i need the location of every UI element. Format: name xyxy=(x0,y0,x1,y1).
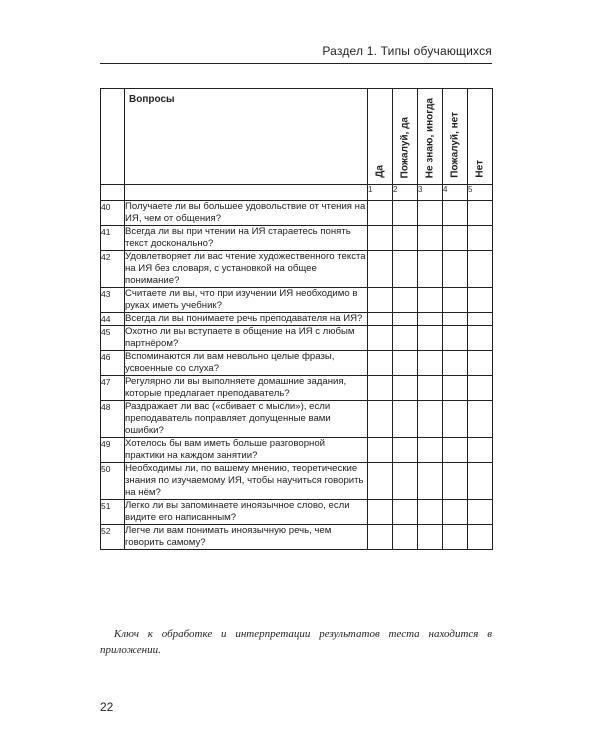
answer-cell[interactable] xyxy=(368,288,393,313)
answer-cell[interactable] xyxy=(418,438,443,463)
question-text: Легче ли вам понимать иноязычную речь, чем говорить самому? xyxy=(125,525,368,550)
page-number: 22 xyxy=(100,700,114,714)
question-number: 41 xyxy=(101,226,125,251)
answer-cell[interactable] xyxy=(393,438,418,463)
question-number: 40 xyxy=(101,201,125,226)
question-number: 50 xyxy=(101,463,125,500)
answer-cell[interactable] xyxy=(468,326,493,351)
answer-cell[interactable] xyxy=(368,326,393,351)
answer-cell[interactable] xyxy=(443,500,468,525)
answer-cell[interactable] xyxy=(418,326,443,351)
answer-cell[interactable] xyxy=(443,401,468,438)
answer-cell[interactable] xyxy=(393,351,418,376)
table-row xyxy=(101,376,493,401)
table-row xyxy=(101,500,493,525)
question-text: Удовлетворяет ли вас чтение художественного текста на ИЯ без словаря, с установкой на общее понимание? xyxy=(125,251,366,286)
answer-cell[interactable] xyxy=(443,326,468,351)
table-row xyxy=(101,525,493,550)
answer-cell[interactable] xyxy=(368,463,393,500)
answer-cell[interactable] xyxy=(393,326,418,351)
answer-cell[interactable] xyxy=(468,463,493,500)
answer-cell[interactable] xyxy=(368,525,393,550)
answer-cell[interactable] xyxy=(418,401,443,438)
answer-cell[interactable] xyxy=(468,525,493,550)
table-header-row xyxy=(101,89,493,185)
answer-cell[interactable] xyxy=(443,201,468,226)
table-row xyxy=(101,201,493,226)
answer-column-label: Пожалуй, нет xyxy=(449,112,461,178)
answer-column-label: Не знаю, иногда xyxy=(424,97,436,178)
answer-column-header xyxy=(468,89,493,185)
answer-column-header xyxy=(418,89,443,185)
answer-column-header xyxy=(368,89,393,185)
footnote: Ключ к обработке и интерпретации результатов теста находится в приложении. xyxy=(100,628,492,656)
answer-cell[interactable] xyxy=(468,351,493,376)
question-number: 43 xyxy=(101,288,125,313)
question-text: Получаете ли вы большее удовольствие от чтения на ИЯ, чем от общения? xyxy=(125,201,368,226)
answer-cell[interactable] xyxy=(368,500,393,525)
answer-cell[interactable] xyxy=(443,251,468,288)
answer-cell[interactable] xyxy=(468,313,493,326)
questions-column-header: Вопросы xyxy=(125,89,368,185)
column-number-row xyxy=(101,185,493,201)
answer-cell[interactable] xyxy=(443,376,468,401)
answer-cell[interactable] xyxy=(393,500,418,525)
answer-column-header xyxy=(443,89,468,185)
question-text: Легко ли вы запоминаете иноязычное слово, если видите его написанным? xyxy=(125,500,368,525)
table-row xyxy=(101,226,493,251)
answer-cell[interactable] xyxy=(368,401,393,438)
answer-cell[interactable] xyxy=(393,376,418,401)
question-text: Раздражает ли вас («сбивает с мысли»), если преподаватель поправляет допущенные вами ошибки? xyxy=(125,401,368,438)
question-text: Хотелось бы вам иметь больше разговорной практики на каждом занятии? xyxy=(125,438,368,463)
answer-cell[interactable] xyxy=(468,226,493,251)
answer-cell[interactable] xyxy=(393,463,418,500)
column-number: 2 xyxy=(393,185,418,201)
question-number: 52 xyxy=(101,525,125,550)
answer-column-label: Пожалуй, да xyxy=(399,116,411,178)
answer-cell[interactable] xyxy=(393,401,418,438)
question-text: Всегда ли вы при чтении на ИЯ стараетесь понять текст досконально? xyxy=(125,226,368,251)
answer-cell[interactable] xyxy=(418,201,443,226)
answer-cell[interactable] xyxy=(443,351,468,376)
answer-cell[interactable] xyxy=(418,251,443,288)
answer-cell[interactable] xyxy=(368,376,393,401)
question-text: Необходимы ли, по вашему мнению, теоретические знания по изучаемому ИЯ, чтобы научиться говорить на нём? xyxy=(125,463,368,500)
page-header: Раздел 1. Типы обучающихся xyxy=(322,44,492,58)
empty-cell xyxy=(101,185,125,201)
answer-cell[interactable] xyxy=(443,463,468,500)
answer-cell[interactable] xyxy=(393,251,418,288)
question-text: Регулярно ли вы выполняете домашние задания, которые предлагает преподаватель? xyxy=(125,376,368,401)
question-number: 46 xyxy=(101,351,125,376)
table-row xyxy=(101,251,493,288)
answer-cell[interactable] xyxy=(443,288,468,313)
column-number: 4 xyxy=(443,185,468,201)
answer-cell[interactable] xyxy=(468,201,493,226)
table-row xyxy=(101,326,493,351)
answer-cell[interactable] xyxy=(368,251,393,288)
table-row xyxy=(101,438,493,463)
number-column-header xyxy=(101,89,125,185)
answer-cell[interactable] xyxy=(418,463,443,500)
questions-body xyxy=(101,201,493,550)
answer-cell[interactable] xyxy=(418,313,443,326)
answer-cell[interactable] xyxy=(418,288,443,313)
answer-cell[interactable] xyxy=(418,500,443,525)
answer-cell[interactable] xyxy=(368,351,393,376)
table-row xyxy=(101,288,493,313)
answer-cell[interactable] xyxy=(468,376,493,401)
column-number: 5 xyxy=(468,185,493,201)
answer-cell[interactable] xyxy=(443,226,468,251)
question-text: Всегда ли вы понимаете речь преподавателя на ИЯ? xyxy=(125,313,368,326)
answer-cell[interactable] xyxy=(418,376,443,401)
answer-cell[interactable] xyxy=(443,313,468,326)
answer-cell[interactable] xyxy=(468,500,493,525)
question-number: 49 xyxy=(101,438,125,463)
answer-cell[interactable] xyxy=(368,201,393,226)
answer-cell[interactable] xyxy=(368,438,393,463)
answer-cell[interactable] xyxy=(393,288,418,313)
answer-cell[interactable] xyxy=(393,313,418,326)
question-number: 48 xyxy=(101,401,125,438)
answer-cell[interactable] xyxy=(468,251,493,288)
table-row xyxy=(101,351,493,376)
question-text: Вспоминаются ли вам невольно целые фразы, усвоенные со слуха? xyxy=(125,351,368,376)
answer-cell[interactable] xyxy=(393,525,418,550)
answer-column-label: Да xyxy=(374,165,386,178)
answer-cell[interactable] xyxy=(418,525,443,550)
answer-cell[interactable] xyxy=(368,313,393,326)
answer-cell[interactable] xyxy=(418,226,443,251)
answer-cell[interactable] xyxy=(468,401,493,438)
question-number: 47 xyxy=(101,376,125,401)
table-row xyxy=(101,313,493,326)
answer-cell[interactable] xyxy=(468,438,493,463)
header-rule xyxy=(100,63,492,64)
answer-cell[interactable] xyxy=(443,438,468,463)
answer-cell[interactable] xyxy=(368,226,393,251)
answer-cell[interactable] xyxy=(443,525,468,550)
table-row xyxy=(101,401,493,438)
column-number: 1 xyxy=(368,185,393,201)
question-number: 42 xyxy=(101,251,125,288)
answer-cell[interactable] xyxy=(393,226,418,251)
answer-cell[interactable] xyxy=(393,201,418,226)
column-number: 3 xyxy=(418,185,443,201)
question-number: 45 xyxy=(101,326,125,351)
question-number: 44 xyxy=(101,313,125,326)
answer-cell[interactable] xyxy=(468,288,493,313)
empty-cell xyxy=(125,185,368,201)
answer-column-label: Нет xyxy=(474,160,486,178)
question-text: Считаете ли вы, что при изучении ИЯ необходимо в руках иметь учебник? xyxy=(125,288,368,313)
question-number: 51 xyxy=(101,500,125,525)
answer-cell[interactable] xyxy=(418,351,443,376)
question-text: Охотно ли вы вступаете в общение на ИЯ с любым партнёром? xyxy=(125,326,368,351)
answer-column-header xyxy=(393,89,418,185)
table-row xyxy=(101,463,493,500)
questionnaire-table xyxy=(100,88,493,550)
